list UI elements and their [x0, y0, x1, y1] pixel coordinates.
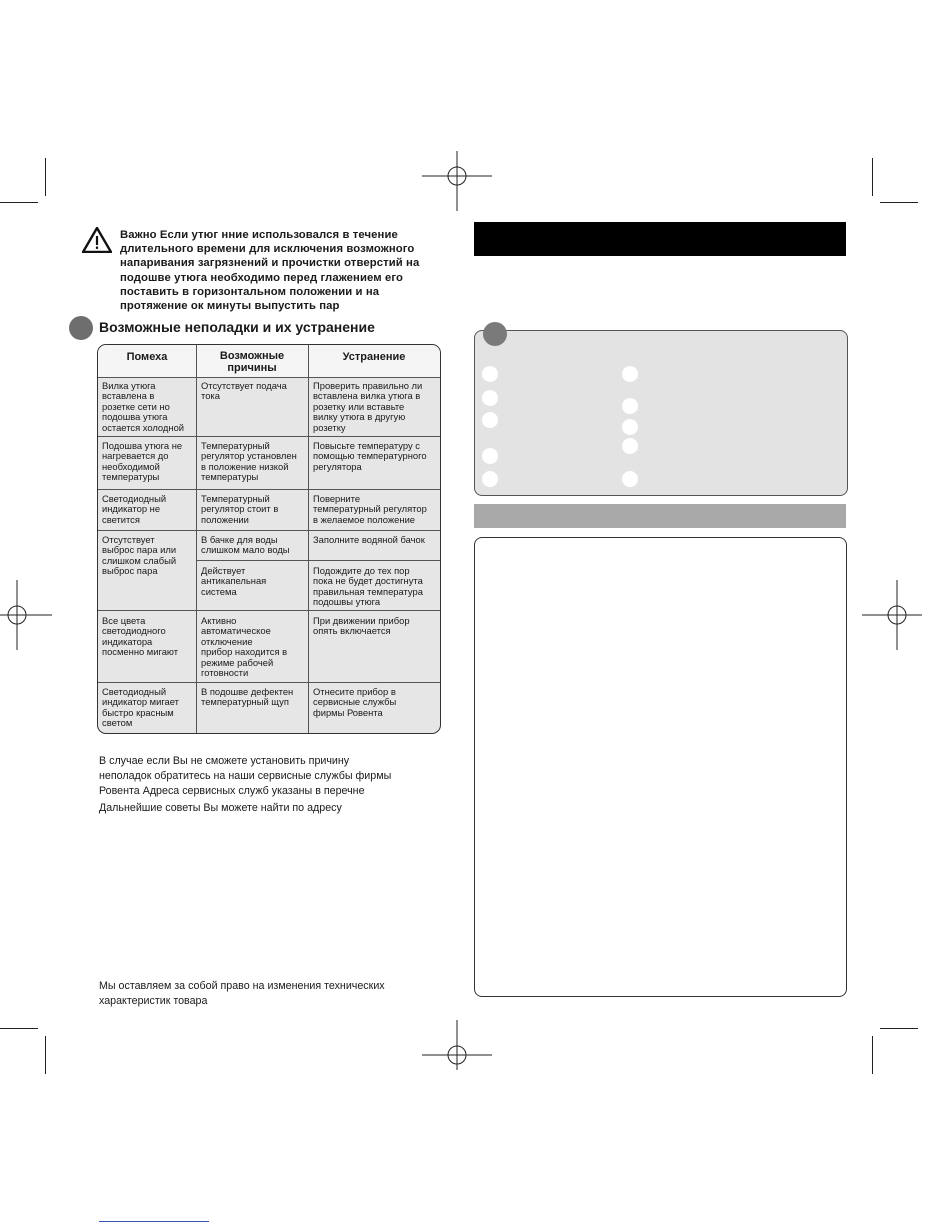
- part-marker: [482, 448, 498, 464]
- table-divider: [98, 377, 440, 378]
- table-cell-fix: Подождите до тех пор пока не будет достигнута правильная температура подошвы утюга: [313, 565, 423, 608]
- table-row: Все цвета светодиодного индикатора посменно мигают: [102, 615, 179, 658]
- table-divider: [98, 489, 440, 490]
- part-marker: [622, 398, 638, 414]
- table-row: Светодиодный индикатор не светится: [102, 493, 167, 525]
- table-divider: [98, 610, 440, 611]
- subheader-bar: [474, 504, 846, 528]
- table-cell-cause: Действует антикапельная система: [201, 565, 267, 597]
- link-underline: [99, 1221, 209, 1222]
- table-cell-cause: Температурный регулятор стоит в положении: [201, 493, 279, 525]
- table-cell-fix: Повысьте температуру с помощью температурного регулятора: [313, 440, 427, 472]
- header-bar: [474, 222, 846, 256]
- warning-line: напаривания загрязнений и прочистки отверстий на: [120, 257, 420, 270]
- registration-mark-icon: [0, 580, 52, 650]
- section-title: Возможные неполадки и их устранение: [99, 319, 375, 335]
- warning-line: Важно Если утюг нние использовался в течение: [120, 229, 398, 241]
- warning-line: поставить в горизонтальном положении и на: [120, 285, 380, 298]
- part-marker: [622, 366, 638, 382]
- contact-paragraph: В случае если Вы не сможете установить причину неполадок обратитесь на наши сервисные службы фирмы Ровента Адреса сервисных служб указаны в перечне: [99, 755, 392, 798]
- crop-mark: [0, 1028, 38, 1029]
- table-cell-cause: Температурный регулятор установлен в положение низкой температуры: [201, 440, 297, 483]
- advice-paragraph: Дальнейшие советы Вы можете найти по адресу: [99, 802, 342, 814]
- table-divider: [196, 560, 440, 561]
- registration-mark-icon: [422, 141, 492, 211]
- registration-mark-icon: [862, 580, 932, 650]
- warning-triangle-icon: [82, 227, 112, 253]
- table-divider: [98, 530, 440, 531]
- part-marker: [622, 419, 638, 435]
- rights-paragraph: Мы оставляем за собой право на изменения технических характеристик товара: [99, 980, 385, 1007]
- table-divider: [98, 436, 440, 437]
- registration-mark-icon: [422, 1020, 492, 1090]
- table-row: Отсутствует выброс пара или слишком слабый выброс пара: [102, 534, 177, 577]
- section-number-circle: [483, 322, 507, 346]
- part-marker: [622, 438, 638, 454]
- table-cell-cause: В подошве дефектен температурный щуп: [201, 686, 294, 708]
- crop-mark: [872, 158, 873, 196]
- part-marker: [622, 471, 638, 487]
- crop-mark: [0, 202, 38, 203]
- crop-mark: [45, 158, 46, 196]
- table-divider: [196, 345, 197, 733]
- troubleshooting-table: [97, 344, 441, 734]
- part-marker: [482, 412, 498, 428]
- header-causes: Возможные причины: [219, 350, 285, 374]
- content-panel: [474, 537, 847, 997]
- table-cell-fix: Проверить правильно ли вставлена вилка утюга в розетку или вставьте вилку утюга в другую розетку: [313, 380, 423, 433]
- table-cell-fix: Поверните температурный регулятор в желаемое положение: [313, 493, 427, 525]
- section-number-circle: [69, 316, 93, 340]
- table-cell-cause: Отсутствует подача тока: [201, 380, 287, 402]
- warning-line: протяжение ок минуты выпустить пар: [120, 300, 340, 313]
- crop-mark: [45, 1036, 46, 1074]
- table-cell-fix: Отнесите прибор в сервисные службы фирмы Ровента: [313, 686, 397, 718]
- table-divider: [98, 682, 440, 683]
- table-cell-fix: При движении прибор опять включается: [313, 615, 410, 637]
- warning-line: длительного времени для исключения возможного: [120, 243, 415, 256]
- table-row: Вилка утюга вставлена в розетке сети но подошва утюга остается холодной: [102, 380, 185, 433]
- part-marker: [482, 366, 498, 382]
- crop-mark: [880, 202, 918, 203]
- table-cell-cause: Активно автоматическое отключение прибор находится в режиме рабочей готовности: [201, 615, 288, 679]
- crop-mark: [880, 1028, 918, 1029]
- parts-panel: [474, 330, 848, 496]
- header-solution: Устранение: [342, 351, 406, 363]
- important-warning: [120, 228, 440, 313]
- table-cell-cause: В бачке для воды слишком мало воды: [201, 534, 290, 556]
- crop-mark: [872, 1036, 873, 1074]
- table-cell-fix: Заполните водяной бачок: [313, 534, 425, 545]
- warning-line: подошве утюга необходимо перед глажением его: [120, 271, 403, 284]
- table-row: Светодиодный индикатор мигает быстро красным светом: [102, 686, 179, 729]
- part-marker: [482, 471, 498, 487]
- part-marker: [482, 390, 498, 406]
- table-divider: [308, 345, 309, 733]
- header-problem: Помеха: [126, 351, 168, 363]
- table-row: Подошва утюга не нагревается до необходимой температуры: [102, 440, 183, 483]
